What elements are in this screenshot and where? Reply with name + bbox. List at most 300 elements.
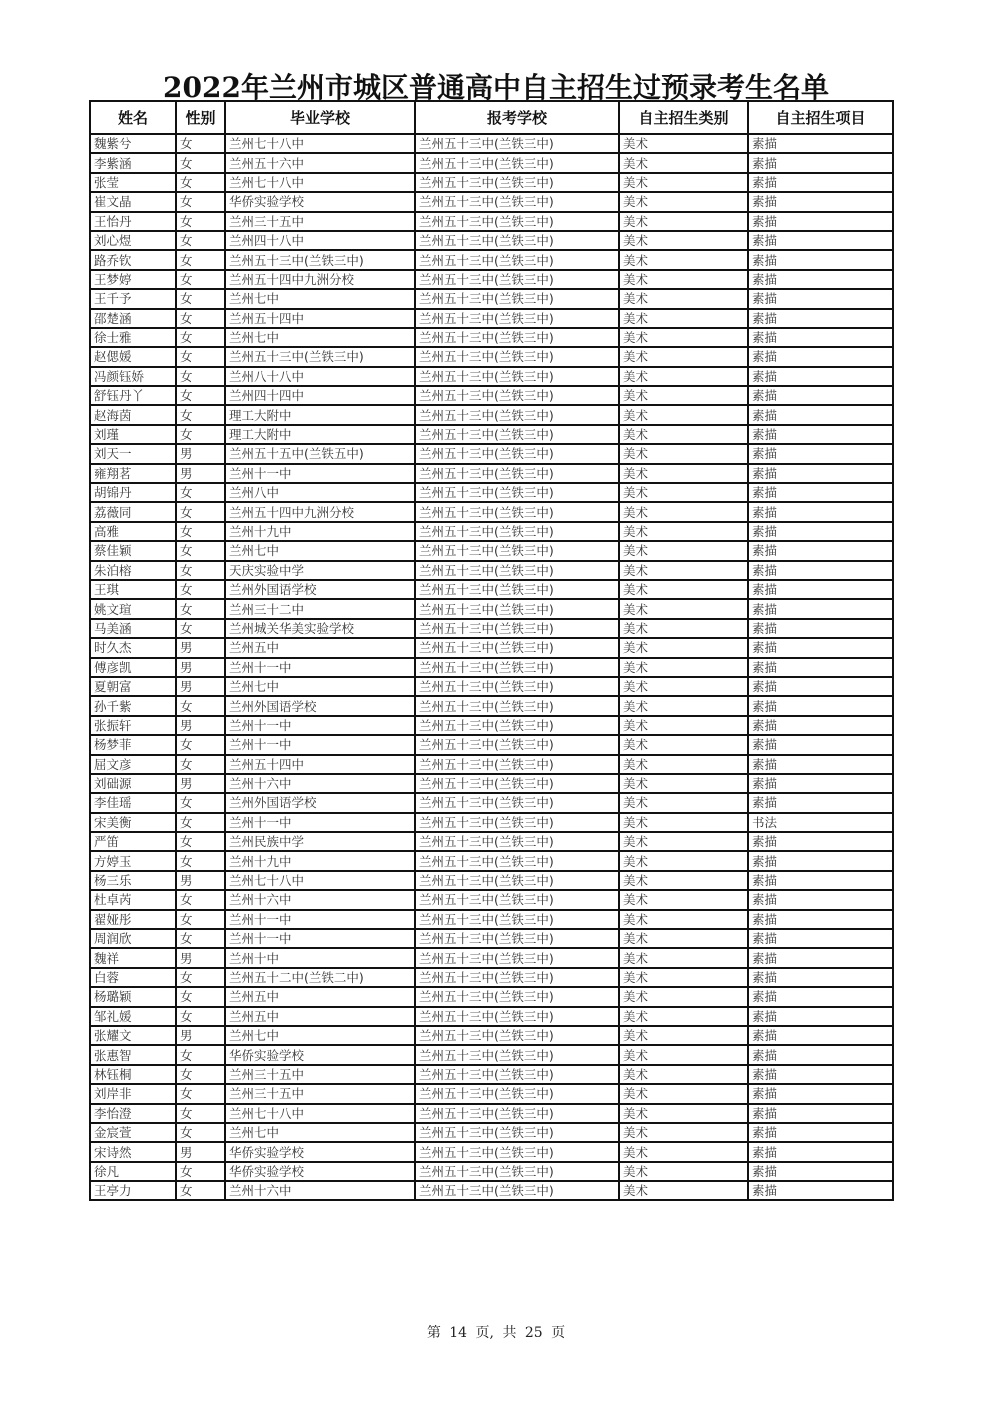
table-row bbox=[90, 561, 893, 580]
item-cell: 素描 bbox=[748, 968, 893, 987]
category-cell: 美术 bbox=[619, 1084, 748, 1103]
name-cell: 冯颜钰娇 bbox=[90, 367, 176, 386]
graduation-school-cell: 兰州五十二中(兰铁二中) bbox=[225, 968, 415, 987]
table-row bbox=[90, 774, 893, 793]
name-cell: 刘心煜 bbox=[90, 231, 176, 250]
graduation-school-cell: 兰州城关华美实验学校 bbox=[225, 619, 415, 638]
applied-school-cell: 兰州五十三中(兰铁三中) bbox=[415, 619, 619, 638]
category-cell: 美术 bbox=[619, 483, 748, 502]
applied-school-cell: 兰州五十三中(兰铁三中) bbox=[415, 735, 619, 754]
table-row bbox=[90, 793, 893, 812]
applied-school-cell: 兰州五十三中(兰铁三中) bbox=[415, 1007, 619, 1026]
gender-cell: 女 bbox=[176, 755, 225, 774]
applied-school-cell: 兰州五十三中(兰铁三中) bbox=[415, 231, 619, 250]
name-cell: 杨三乐 bbox=[90, 871, 176, 890]
graduation-school-cell: 兰州七中 bbox=[225, 1026, 415, 1045]
graduation-school-cell: 兰州外国语学校 bbox=[225, 696, 415, 715]
table-row bbox=[90, 1123, 893, 1142]
item-cell: 素描 bbox=[748, 1142, 893, 1161]
category-cell: 美术 bbox=[619, 735, 748, 754]
graduation-school-cell: 兰州五十四中九洲分校 bbox=[225, 502, 415, 521]
graduation-school-cell: 兰州七中 bbox=[225, 677, 415, 696]
category-cell: 美术 bbox=[619, 522, 748, 541]
applied-school-cell: 兰州五十三中(兰铁三中) bbox=[415, 153, 619, 172]
header-row bbox=[90, 101, 893, 134]
graduation-school-cell: 兰州十六中 bbox=[225, 774, 415, 793]
table-row bbox=[90, 464, 893, 483]
applied-school-cell: 兰州五十三中(兰铁三中) bbox=[415, 173, 619, 192]
applied-school-cell: 兰州五十三中(兰铁三中) bbox=[415, 1026, 619, 1045]
gender-cell: 女 bbox=[176, 832, 225, 851]
graduation-school-cell: 兰州十一中 bbox=[225, 716, 415, 735]
applied-school-cell: 兰州五十三中(兰铁三中) bbox=[415, 1162, 619, 1181]
table-row bbox=[90, 832, 893, 851]
applied-school-cell: 兰州五十三中(兰铁三中) bbox=[415, 716, 619, 735]
graduation-school-cell: 华侨实验学校 bbox=[225, 1142, 415, 1161]
gender-cell: 女 bbox=[176, 367, 225, 386]
item-cell: 素描 bbox=[748, 580, 893, 599]
category-cell: 美术 bbox=[619, 250, 748, 269]
table-row bbox=[90, 1026, 893, 1045]
applied-school-cell: 兰州五十三中(兰铁三中) bbox=[415, 755, 619, 774]
applied-school-cell: 兰州五十三中(兰铁三中) bbox=[415, 677, 619, 696]
table-row bbox=[90, 619, 893, 638]
name-cell: 白蓉 bbox=[90, 968, 176, 987]
name-cell: 方婷玉 bbox=[90, 851, 176, 870]
name-cell: 严笛 bbox=[90, 832, 176, 851]
graduation-school-cell: 兰州五十三中(兰铁三中) bbox=[225, 250, 415, 269]
table-row bbox=[90, 212, 893, 231]
table-row bbox=[90, 755, 893, 774]
name-cell: 张耀文 bbox=[90, 1026, 176, 1045]
graduation-school-cell: 兰州十一中 bbox=[225, 813, 415, 832]
table-row bbox=[90, 638, 893, 657]
name-cell: 王梦婷 bbox=[90, 270, 176, 289]
applied-school-cell: 兰州五十三中(兰铁三中) bbox=[415, 813, 619, 832]
item-cell: 素描 bbox=[748, 987, 893, 1006]
gender-cell: 女 bbox=[176, 386, 225, 405]
gender-cell: 女 bbox=[176, 483, 225, 502]
item-cell: 素描 bbox=[748, 522, 893, 541]
name-cell: 时久杰 bbox=[90, 638, 176, 657]
category-cell: 美术 bbox=[619, 658, 748, 677]
gender-cell: 女 bbox=[176, 289, 225, 308]
item-cell: 素描 bbox=[748, 153, 893, 172]
category-cell: 美术 bbox=[619, 1065, 748, 1084]
item-cell: 素描 bbox=[748, 793, 893, 812]
graduation-school-cell: 兰州十中 bbox=[225, 948, 415, 967]
category-cell: 美术 bbox=[619, 813, 748, 832]
graduation-school-cell: 兰州十一中 bbox=[225, 464, 415, 483]
category-cell: 美术 bbox=[619, 871, 748, 890]
name-cell: 高雅 bbox=[90, 522, 176, 541]
gender-cell: 女 bbox=[176, 212, 225, 231]
name-cell: 魏紫兮 bbox=[90, 134, 176, 153]
graduation-school-cell: 兰州七中 bbox=[225, 328, 415, 347]
item-cell: 素描 bbox=[748, 677, 893, 696]
name-cell: 李怡澄 bbox=[90, 1104, 176, 1123]
category-cell: 美术 bbox=[619, 1123, 748, 1142]
table-row bbox=[90, 522, 893, 541]
table-row bbox=[90, 250, 893, 269]
gender-cell: 女 bbox=[176, 153, 225, 172]
table-row bbox=[90, 425, 893, 444]
table-row bbox=[90, 153, 893, 172]
gender-cell: 女 bbox=[176, 522, 225, 541]
item-cell: 素描 bbox=[748, 309, 893, 328]
applied-school-cell: 兰州五十三中(兰铁三中) bbox=[415, 405, 619, 424]
graduation-school-cell: 兰州十一中 bbox=[225, 735, 415, 754]
category-cell: 美术 bbox=[619, 134, 748, 153]
item-cell: 素描 bbox=[748, 832, 893, 851]
applied-school-cell: 兰州五十三中(兰铁三中) bbox=[415, 444, 619, 463]
item-cell: 素描 bbox=[748, 716, 893, 735]
graduation-school-cell: 兰州五十四中九洲分校 bbox=[225, 270, 415, 289]
table-row bbox=[90, 1007, 893, 1026]
item-cell: 素描 bbox=[748, 464, 893, 483]
category-cell: 美术 bbox=[619, 231, 748, 250]
graduation-school-cell: 兰州十六中 bbox=[225, 890, 415, 909]
gender-cell: 女 bbox=[176, 328, 225, 347]
table-row bbox=[90, 367, 893, 386]
name-cell: 杨璐颖 bbox=[90, 987, 176, 1006]
table-row bbox=[90, 405, 893, 424]
category-cell: 美术 bbox=[619, 929, 748, 948]
item-cell: 素描 bbox=[748, 425, 893, 444]
applied-school-cell: 兰州五十三中(兰铁三中) bbox=[415, 774, 619, 793]
category-cell: 美术 bbox=[619, 173, 748, 192]
category-cell: 美术 bbox=[619, 1045, 748, 1064]
item-cell: 素描 bbox=[748, 270, 893, 289]
gender-cell: 女 bbox=[176, 425, 225, 444]
gender-cell: 女 bbox=[176, 1007, 225, 1026]
gender-cell: 女 bbox=[176, 1104, 225, 1123]
gender-cell: 女 bbox=[176, 231, 225, 250]
category-cell: 美术 bbox=[619, 153, 748, 172]
item-cell: 素描 bbox=[748, 173, 893, 192]
name-cell: 赵海茵 bbox=[90, 405, 176, 424]
applied-school-cell: 兰州五十三中(兰铁三中) bbox=[415, 890, 619, 909]
graduation-school-cell: 理工大附中 bbox=[225, 405, 415, 424]
item-cell: 素描 bbox=[748, 444, 893, 463]
applied-school-cell: 兰州五十三中(兰铁三中) bbox=[415, 871, 619, 890]
category-cell: 美术 bbox=[619, 910, 748, 929]
graduation-school-cell: 兰州十六中 bbox=[225, 1181, 415, 1200]
graduation-school-cell: 兰州七十八中 bbox=[225, 871, 415, 890]
gender-cell: 女 bbox=[176, 192, 225, 211]
name-cell: 崔文晶 bbox=[90, 192, 176, 211]
applied-school-cell: 兰州五十三中(兰铁三中) bbox=[415, 1065, 619, 1084]
category-cell: 美术 bbox=[619, 386, 748, 405]
gender-cell: 女 bbox=[176, 134, 225, 153]
category-cell: 美术 bbox=[619, 716, 748, 735]
category-cell: 美术 bbox=[619, 580, 748, 599]
name-cell: 王琪 bbox=[90, 580, 176, 599]
name-cell: 朱泊榕 bbox=[90, 561, 176, 580]
header-name: 姓名 bbox=[90, 101, 176, 134]
item-cell: 素描 bbox=[748, 502, 893, 521]
category-cell: 美术 bbox=[619, 561, 748, 580]
table-row bbox=[90, 871, 893, 890]
gender-cell: 男 bbox=[176, 444, 225, 463]
graduation-school-cell: 兰州五十三中(兰铁三中) bbox=[225, 347, 415, 366]
table-row bbox=[90, 231, 893, 250]
applied-school-cell: 兰州五十三中(兰铁三中) bbox=[415, 328, 619, 347]
graduation-school-cell: 天庆实验中学 bbox=[225, 561, 415, 580]
category-cell: 美术 bbox=[619, 1026, 748, 1045]
applied-school-cell: 兰州五十三中(兰铁三中) bbox=[415, 386, 619, 405]
gender-cell: 男 bbox=[176, 638, 225, 657]
item-cell: 书法 bbox=[748, 813, 893, 832]
graduation-school-cell: 兰州五十四中 bbox=[225, 755, 415, 774]
table-row bbox=[90, 502, 893, 521]
graduation-school-cell: 兰州五十四中 bbox=[225, 309, 415, 328]
table-row bbox=[90, 890, 893, 909]
applied-school-cell: 兰州五十三中(兰铁三中) bbox=[415, 1045, 619, 1064]
applied-school-cell: 兰州五十三中(兰铁三中) bbox=[415, 658, 619, 677]
category-cell: 美术 bbox=[619, 367, 748, 386]
item-cell: 素描 bbox=[748, 599, 893, 618]
item-cell: 素描 bbox=[748, 638, 893, 657]
applied-school-cell: 兰州五十三中(兰铁三中) bbox=[415, 192, 619, 211]
item-cell: 素描 bbox=[748, 1104, 893, 1123]
table-row bbox=[90, 347, 893, 366]
graduation-school-cell: 兰州四十八中 bbox=[225, 231, 415, 250]
applied-school-cell: 兰州五十三中(兰铁三中) bbox=[415, 250, 619, 269]
graduation-school-cell: 兰州十一中 bbox=[225, 910, 415, 929]
applied-school-cell: 兰州五十三中(兰铁三中) bbox=[415, 929, 619, 948]
gender-cell: 女 bbox=[176, 1181, 225, 1200]
item-cell: 素描 bbox=[748, 405, 893, 424]
gender-cell: 女 bbox=[176, 309, 225, 328]
table-row bbox=[90, 716, 893, 735]
graduation-school-cell: 兰州外国语学校 bbox=[225, 793, 415, 812]
applied-school-cell: 兰州五十三中(兰铁三中) bbox=[415, 580, 619, 599]
gender-cell: 女 bbox=[176, 987, 225, 1006]
graduation-school-cell: 华侨实验学校 bbox=[225, 1162, 415, 1181]
applied-school-cell: 兰州五十三中(兰铁三中) bbox=[415, 1084, 619, 1103]
name-cell: 刘瑾 bbox=[90, 425, 176, 444]
category-cell: 美术 bbox=[619, 270, 748, 289]
item-cell: 素描 bbox=[748, 1181, 893, 1200]
table-row bbox=[90, 1181, 893, 1200]
name-cell: 路乔钦 bbox=[90, 250, 176, 269]
applied-school-cell: 兰州五十三中(兰铁三中) bbox=[415, 464, 619, 483]
table-row bbox=[90, 658, 893, 677]
applied-school-cell: 兰州五十三中(兰铁三中) bbox=[415, 1104, 619, 1123]
gender-cell: 女 bbox=[176, 1123, 225, 1142]
category-cell: 美术 bbox=[619, 774, 748, 793]
graduation-school-cell: 兰州七十八中 bbox=[225, 1104, 415, 1123]
item-cell: 素描 bbox=[748, 735, 893, 754]
name-cell: 赵偲媛 bbox=[90, 347, 176, 366]
category-cell: 美术 bbox=[619, 793, 748, 812]
table-row bbox=[90, 929, 893, 948]
applied-school-cell: 兰州五十三中(兰铁三中) bbox=[415, 968, 619, 987]
graduation-school-cell: 兰州五中 bbox=[225, 638, 415, 657]
graduation-school-cell: 兰州七中 bbox=[225, 541, 415, 560]
category-cell: 美术 bbox=[619, 309, 748, 328]
table-row bbox=[90, 134, 893, 153]
graduation-school-cell: 兰州八十八中 bbox=[225, 367, 415, 386]
graduation-school-cell: 理工大附中 bbox=[225, 425, 415, 444]
category-cell: 美术 bbox=[619, 1142, 748, 1161]
name-cell: 刘础源 bbox=[90, 774, 176, 793]
graduation-school-cell: 兰州五十五中(兰铁五中) bbox=[225, 444, 415, 463]
item-cell: 素描 bbox=[748, 134, 893, 153]
name-cell: 刘岸非 bbox=[90, 1084, 176, 1103]
item-cell: 素描 bbox=[748, 774, 893, 793]
table-row bbox=[90, 599, 893, 618]
graduation-school-cell: 兰州十九中 bbox=[225, 522, 415, 541]
gender-cell: 女 bbox=[176, 1162, 225, 1181]
item-cell: 素描 bbox=[748, 1162, 893, 1181]
gender-cell: 女 bbox=[176, 793, 225, 812]
graduation-school-cell: 兰州三十五中 bbox=[225, 212, 415, 231]
applied-school-cell: 兰州五十三中(兰铁三中) bbox=[415, 270, 619, 289]
category-cell: 美术 bbox=[619, 755, 748, 774]
table-row bbox=[90, 1045, 893, 1064]
table-row bbox=[90, 580, 893, 599]
gender-cell: 女 bbox=[176, 1045, 225, 1064]
name-cell: 李紫涵 bbox=[90, 153, 176, 172]
table-row bbox=[90, 696, 893, 715]
table-row bbox=[90, 386, 893, 405]
name-cell: 王怡丹 bbox=[90, 212, 176, 231]
table-row bbox=[90, 173, 893, 192]
applied-school-cell: 兰州五十三中(兰铁三中) bbox=[415, 599, 619, 618]
name-cell: 杜卓芮 bbox=[90, 890, 176, 909]
item-cell: 素描 bbox=[748, 541, 893, 560]
table-row bbox=[90, 968, 893, 987]
graduation-school-cell: 兰州五十六中 bbox=[225, 153, 415, 172]
category-cell: 美术 bbox=[619, 444, 748, 463]
item-cell: 素描 bbox=[748, 696, 893, 715]
gender-cell: 女 bbox=[176, 270, 225, 289]
table-row bbox=[90, 948, 893, 967]
graduation-school-cell: 兰州五中 bbox=[225, 1007, 415, 1026]
category-cell: 美术 bbox=[619, 347, 748, 366]
applied-school-cell: 兰州五十三中(兰铁三中) bbox=[415, 1123, 619, 1142]
applied-school-cell: 兰州五十三中(兰铁三中) bbox=[415, 347, 619, 366]
category-cell: 美术 bbox=[619, 599, 748, 618]
applied-school-cell: 兰州五十三中(兰铁三中) bbox=[415, 561, 619, 580]
name-cell: 荔薇同 bbox=[90, 502, 176, 521]
graduation-school-cell: 兰州三十五中 bbox=[225, 1065, 415, 1084]
category-cell: 美术 bbox=[619, 677, 748, 696]
category-cell: 美术 bbox=[619, 289, 748, 308]
gender-cell: 女 bbox=[176, 580, 225, 599]
name-cell: 姚文瑄 bbox=[90, 599, 176, 618]
item-cell: 素描 bbox=[748, 1026, 893, 1045]
gender-cell: 女 bbox=[176, 405, 225, 424]
gender-cell: 男 bbox=[176, 948, 225, 967]
category-cell: 美术 bbox=[619, 1104, 748, 1123]
gender-cell: 男 bbox=[176, 464, 225, 483]
gender-cell: 女 bbox=[176, 929, 225, 948]
gender-cell: 女 bbox=[176, 561, 225, 580]
category-cell: 美术 bbox=[619, 541, 748, 560]
category-cell: 美术 bbox=[619, 405, 748, 424]
name-cell: 夏朝富 bbox=[90, 677, 176, 696]
category-cell: 美术 bbox=[619, 212, 748, 231]
item-cell: 素描 bbox=[748, 483, 893, 502]
name-cell: 杨梦菲 bbox=[90, 735, 176, 754]
name-cell: 张莹 bbox=[90, 173, 176, 192]
table-row bbox=[90, 910, 893, 929]
item-cell: 素描 bbox=[748, 890, 893, 909]
name-cell: 邹礼媛 bbox=[90, 1007, 176, 1026]
name-cell: 刘天一 bbox=[90, 444, 176, 463]
item-cell: 素描 bbox=[748, 1007, 893, 1026]
applied-school-cell: 兰州五十三中(兰铁三中) bbox=[415, 1181, 619, 1200]
header-applied-school: 报考学校 bbox=[415, 101, 619, 134]
graduation-school-cell: 兰州十一中 bbox=[225, 929, 415, 948]
applied-school-cell: 兰州五十三中(兰铁三中) bbox=[415, 502, 619, 521]
applied-school-cell: 兰州五十三中(兰铁三中) bbox=[415, 367, 619, 386]
category-cell: 美术 bbox=[619, 638, 748, 657]
table-row bbox=[90, 483, 893, 502]
category-cell: 美术 bbox=[619, 1162, 748, 1181]
name-cell: 李佳瑶 bbox=[90, 793, 176, 812]
item-cell: 素描 bbox=[748, 658, 893, 677]
table-row bbox=[90, 270, 893, 289]
gender-cell: 女 bbox=[176, 173, 225, 192]
gender-cell: 女 bbox=[176, 968, 225, 987]
item-cell: 素描 bbox=[748, 328, 893, 347]
item-cell: 素描 bbox=[748, 386, 893, 405]
applied-school-cell: 兰州五十三中(兰铁三中) bbox=[415, 289, 619, 308]
graduation-school-cell: 兰州三十五中 bbox=[225, 1084, 415, 1103]
page-number: 第 14 页, 共 25 页 bbox=[426, 1325, 566, 1341]
item-cell: 素描 bbox=[748, 1084, 893, 1103]
name-cell: 周润欣 bbox=[90, 929, 176, 948]
header-enrollment-item: 自主招生项目 bbox=[748, 101, 893, 134]
item-cell: 素描 bbox=[748, 1123, 893, 1142]
table-row bbox=[90, 289, 893, 308]
table-row bbox=[90, 1104, 893, 1123]
category-cell: 美术 bbox=[619, 968, 748, 987]
gender-cell: 女 bbox=[176, 851, 225, 870]
category-cell: 美术 bbox=[619, 192, 748, 211]
name-cell: 王亭力 bbox=[90, 1181, 176, 1200]
gender-cell: 女 bbox=[176, 910, 225, 929]
applied-school-cell: 兰州五十三中(兰铁三中) bbox=[415, 696, 619, 715]
applied-school-cell: 兰州五十三中(兰铁三中) bbox=[415, 309, 619, 328]
gender-cell: 女 bbox=[176, 599, 225, 618]
table-header bbox=[90, 101, 893, 134]
item-cell: 素描 bbox=[748, 1065, 893, 1084]
applied-school-cell: 兰州五十三中(兰铁三中) bbox=[415, 793, 619, 812]
table-row bbox=[90, 328, 893, 347]
graduation-school-cell: 兰州七中 bbox=[225, 289, 415, 308]
category-cell: 美术 bbox=[619, 1007, 748, 1026]
category-cell: 美术 bbox=[619, 502, 748, 521]
applied-school-cell: 兰州五十三中(兰铁三中) bbox=[415, 134, 619, 153]
item-cell: 素描 bbox=[748, 910, 893, 929]
name-cell: 翟娅彤 bbox=[90, 910, 176, 929]
item-cell: 素描 bbox=[748, 561, 893, 580]
item-cell: 素描 bbox=[748, 231, 893, 250]
item-cell: 素描 bbox=[748, 212, 893, 231]
category-cell: 美术 bbox=[619, 948, 748, 967]
graduation-school-cell: 兰州七中 bbox=[225, 1123, 415, 1142]
graduation-school-cell: 兰州四十四中 bbox=[225, 386, 415, 405]
name-cell: 宋美衡 bbox=[90, 813, 176, 832]
name-cell: 金宸萱 bbox=[90, 1123, 176, 1142]
graduation-school-cell: 兰州外国语学校 bbox=[225, 580, 415, 599]
header-graduation-school: 毕业学校 bbox=[225, 101, 415, 134]
